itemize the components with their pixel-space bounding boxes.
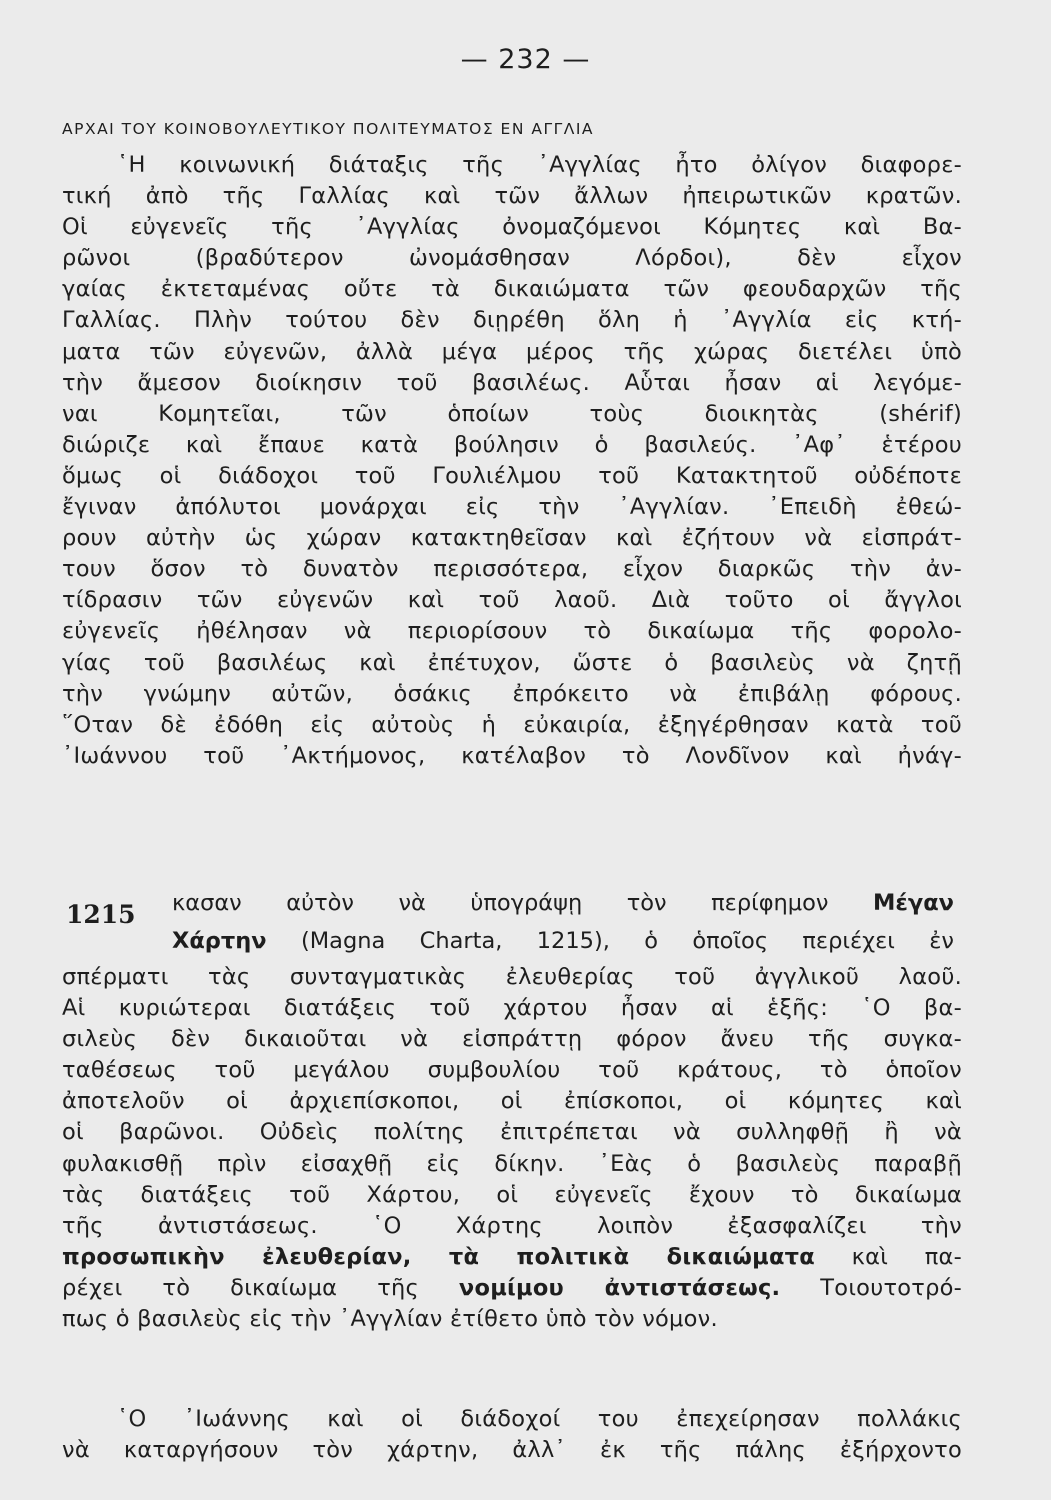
text-line: Αἱ κυριώτεραι διατάξεις τοῦ χάρτου ἦσαν αἱ ἑξῆς: ῾Ο βα-: [62, 995, 962, 1022]
side-line-1: [172, 888, 954, 919]
margin-year: 1215: [66, 900, 136, 929]
text-line: τὰς διατάξεις τοῦ Χάρτου, οἱ εὐγενεῖς ἔχουν τὸ δικαίωμα: [62, 1181, 962, 1208]
running-head: ΑΡΧΑΙ ΤΟΥ ΚΟΙΝΟΒΟΥΛΕΥΤΙΚΟΥ ΠΟΛΙΤΕΥΜΑΤΟΣ ΕΝ ΑΓΓΛΙΑ: [62, 120, 595, 138]
text-line: ὅμως οἱ διάδοχοι τοῦ Γουλιέλμου τοῦ Κατακτητοῦ οὐδέποτε: [62, 462, 962, 489]
text-line: τική ἀπὸ τῆς Γαλλίας καὶ τῶν ἄλλων ἠπειρωτικῶν κρατῶν.: [62, 183, 962, 210]
bold-term: Χάρτην: [172, 928, 267, 954]
text-line: Οἱ εὐγενεῖς τῆς ᾿Αγγλίας ὀνομαζόμενοι Κόμητες καὶ Βα-: [62, 214, 962, 241]
text-span: ρέχει τὸ δικαίωμα τῆς: [62, 1274, 459, 1301]
text-line: τῆς ἀντιστάσεως. ῾Ο Χάρτης λοιπὸν ἐξασφαλίζει τὴν: [62, 1212, 962, 1239]
text-line: γαίας ἐκτεταμένας οὔτε τὰ δικαιώματα τῶν φεουδαρχῶν τῆς: [62, 276, 962, 303]
bold-phrase: προσωπικὴν ἐλευθερίαν, τὰ πολιτικὰ δικαιώματα: [62, 1243, 816, 1270]
text-line: ἔγιναν ἀπόλυτοι μονάρχαι εἰς τὴν ᾿Αγγλίαν. ᾿Επειδὴ ἐθεώ-: [62, 494, 962, 521]
text-line: ρῶνοι (βραδύτερον ὠνομάσθησαν Λόρδοι), δὲν εἶχον: [62, 245, 962, 272]
text-line: ταθέσεως τοῦ μεγάλου συμβουλίου τοῦ κράτους, τὸ ὁποῖον: [62, 1057, 962, 1084]
text-line: ρουν αὐτὴν ὡς χώραν κατακτηθεῖσαν καὶ ἐζήτουν νὰ εἰσπράτ-: [62, 525, 962, 552]
text-line: ναι Κομητεῖαι, τῶν ὁποίων τοὺς διοικητὰς (shérif): [62, 400, 962, 427]
bold-term: Μέγαν: [872, 890, 954, 916]
text-line: νὰ καταργήσουν τὸν χάρτην, ἀλλ᾿ ἐκ τῆς πάλης ἐξήρχοντο: [62, 1437, 962, 1464]
paragraph-2: [62, 1404, 962, 1466]
page-number: — 232 —: [460, 44, 591, 75]
text-line: σιλεὺς δὲν δικαιοῦται νὰ εἰσπράττῃ φόρον ἄνευ τῆς συγκα-: [62, 1026, 962, 1053]
text-line: Γαλλίας. Πλὴν τούτου δὲν διῃρέθη ὅλη ἡ ᾿Αγγλία εἰς κτή-: [62, 307, 962, 334]
text-span: Τοιουτοτρό-: [780, 1274, 962, 1301]
text-line: ἀποτελοῦν οἱ ἀρχιεπίσκοποι, οἱ ἐπίσκοποι, οἱ κόμητες καὶ: [62, 1088, 962, 1115]
bold-phrase: νομίμου ἀντιστάσεως.: [458, 1274, 781, 1301]
text-line: σπέρματι τὰς συνταγματικὰς ἐλευθερίας τοῦ ἀγγλικοῦ λαοῦ.: [62, 964, 962, 990]
text-line: ῾Η κοινωνική διάταξις τῆς ᾿Αγγλίας ἦτο ὀλίγον διαφορε-: [117, 152, 962, 178]
paragraph-1: [62, 150, 962, 772]
text-line: τίδρασιν τῶν εὐγενῶν καὶ τοῦ λαοῦ. Διὰ τοῦτο οἱ ἄγγλοι: [62, 587, 962, 614]
text-line: οἱ βαρῶνοι. Οὐδεὶς πολίτης ἐπιτρέπεται νὰ συλληφθῇ ἢ νὰ: [62, 1119, 962, 1146]
text-line: γίας τοῦ βασιλέως καὶ ἐπέτυχον, ὥστε ὁ βασιλεὺς νὰ ζητῇ: [62, 649, 962, 676]
text-line: ᾿Ιωάννου τοῦ ᾿Ακτήμονος, κατέλαβον τὸ Λονδῖνον καὶ ἠνάγ-: [62, 742, 962, 769]
text-line: [62, 1273, 962, 1304]
text-line: εὐγενεῖς ἠθέλησαν νὰ περιορίσουν τὸ δικαίωμα τῆς φορολο-: [62, 618, 962, 645]
paragraph-1-continued: [62, 962, 962, 1335]
text-line: [62, 1242, 962, 1273]
side-line-2: [172, 926, 954, 957]
text-line: τὴν γνώμην αὐτῶν, ὁσάκις ἐπρόκειτο νὰ ἐπιβάλῃ φόρους.: [62, 680, 962, 707]
text-line: διώριζε καὶ ἔπαυε κατὰ βούλησιν ὁ βασιλεύς. ᾿Αφ᾿ ἑτέρου: [62, 431, 962, 458]
text-line: ῞Οταν δὲ ἐδόθη εἰς αὐτοὺς ἡ εὐκαιρία, ἐξηγέρθησαν κατὰ τοῦ: [62, 711, 962, 738]
side-text: κασαν αὐτὸν νὰ ὑπογράψῃ τὸν περίφημον: [172, 890, 873, 916]
side-text: (Magna Charta, 1215), ὁ ὁποῖος περιέχει ἐν: [266, 928, 954, 954]
text-line: φυλακισθῇ πρὶν εἰσαχθῇ εἰς δίκην. ᾿Εὰς ὁ βασιλεὺς παραβῇ: [62, 1150, 962, 1177]
text-line: ματα τῶν εὐγενῶν, ἀλλὰ μέγα μέρος τῆς χώρας διετέλει ὑπὸ: [62, 338, 962, 365]
text-line: τουν ὅσον τὸ δυνατὸν περισσότερα, εἶχον διαρκῶς τὴν ἀν-: [62, 556, 962, 583]
text-span: καὶ πα-: [815, 1243, 962, 1270]
text-line: ῾Ο ᾿Ιωάννης καὶ οἱ διάδοχοί του ἐπεχείρησαν πολλάκις: [117, 1406, 962, 1432]
text-line: πως ὁ βασιλεὺς εἰς τὴν ᾿Αγγλίαν ἐτίθετο ὑπὸ τὸν νόμον.: [62, 1306, 718, 1333]
text-line: τὴν ἄμεσον διοίκησιν τοῦ βασιλέως. Αὗται ἦσαν αἱ λεγόμε-: [62, 369, 962, 396]
